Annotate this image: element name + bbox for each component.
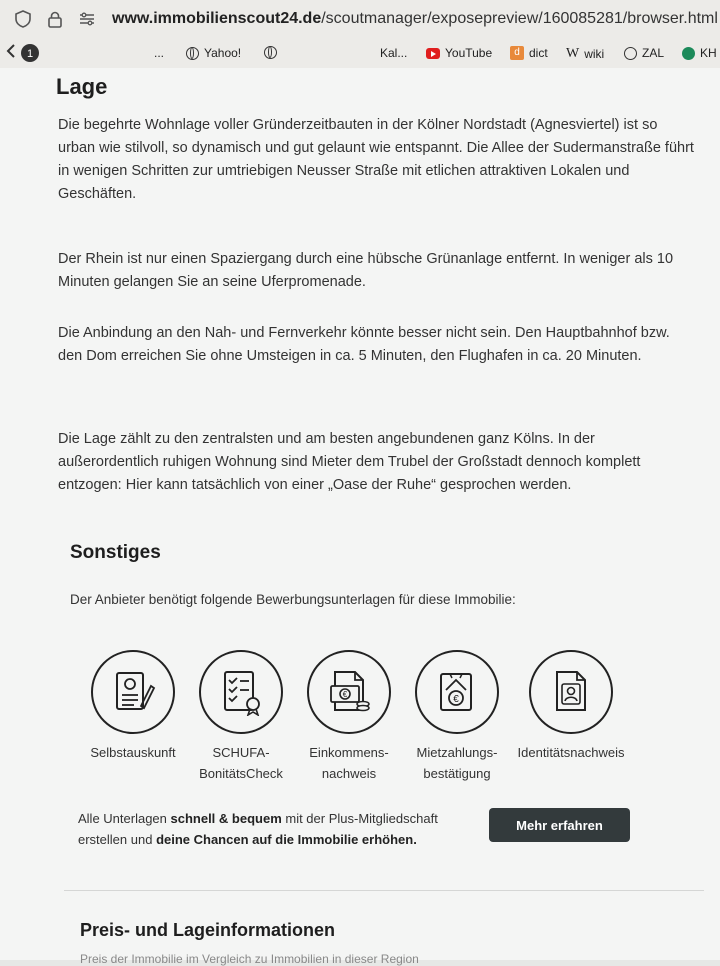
mehr-erfahren-button[interactable]: Mehr erfahren	[489, 808, 630, 842]
selbstauskunft-icon	[91, 650, 175, 734]
document-label-line2: bestätigung	[423, 766, 491, 781]
document-schufa	[186, 650, 296, 784]
preis-intro-cut: Preis der Immobilie im Vergleich zu Immobilien in dieser Region	[80, 952, 419, 966]
url-domain: www.immobilienscout24.de	[112, 10, 322, 27]
bookmark-kal[interactable]	[380, 46, 407, 60]
section-title-sonstiges: Sonstiges	[70, 542, 161, 563]
lage-paragraph: Die Anbindung an den Nah- und Fernverkehr könnte besser nicht sein. Den Hauptbahnhof bzw. den Dom erreichen Sie ohne Umsteigen in ca. 5 Minuten, den Flughafen in ca. 20 Minuten.	[58, 325, 670, 364]
document-label-line2: nachweis	[321, 766, 377, 781]
svg-text:1: 1	[26, 48, 34, 60]
bookmark-more[interactable]	[154, 46, 164, 60]
bookmark-globe[interactable]	[264, 46, 277, 59]
lage-paragraph: Der Rhein ist nur einen Spaziergang durch eine hübsche Grünanlage entfernt. In weniger als 10 Minuten gelangen Sie an seine Uferpromenade.	[58, 251, 674, 290]
url-text[interactable]	[112, 10, 718, 28]
bookmark-kal-label: Kal...	[380, 46, 408, 60]
document-label	[78, 742, 188, 763]
lage-paragraph: Die Lage zählt zu den zentralsten und am besten angebundenen ganz Kölns. In der außerordentlich ruhigen Wohnung sind Mieter dem Trubel der Großstadt dennoch komplett entzogen: Hier kann tatsächlich von einer „Oase der Ruhe“ gesprochen werden.	[58, 431, 641, 493]
bookmark-wiki-label: wiki	[584, 47, 605, 61]
bookmark-zal-label: ZAL	[642, 46, 665, 60]
documents-intro: Der Anbieter benötigt folgende Bewerbungsunterlagen für diese Immobilie:	[70, 592, 516, 607]
bookmark-more-label: ...	[154, 46, 165, 60]
globe-icon	[264, 46, 277, 59]
bookmark-wiki[interactable]	[566, 46, 604, 62]
tab-count-icon[interactable]	[20, 43, 40, 63]
kh-icon	[682, 47, 695, 60]
shield-icon[interactable]	[14, 10, 32, 28]
section-divider	[64, 890, 704, 891]
dict-icon: d	[510, 46, 524, 60]
bookmark-youtube[interactable]	[426, 46, 492, 60]
document-label	[516, 742, 626, 763]
bookmark-yahoo[interactable]	[186, 46, 241, 60]
globe-icon	[624, 47, 637, 60]
einkommen-icon	[307, 650, 391, 734]
bookmark-zal[interactable]	[624, 46, 664, 60]
globe-icon	[186, 47, 199, 60]
document-identitaet	[516, 650, 626, 763]
document-label-line1: Einkommens-	[309, 745, 389, 760]
document-label	[186, 742, 296, 784]
svg-text:€: €	[342, 690, 348, 699]
document-label	[402, 742, 512, 784]
document-label	[294, 742, 404, 784]
wikipedia-icon: W	[566, 46, 580, 61]
bookmark-kh[interactable]	[682, 46, 717, 60]
lage-paragraph: Die begehrte Wohnlage voller Gründerzeitbauten in der Kölner Nordstadt (Agnesviertel) ist so urban wie stilvoll, so dynamisch und gut gelaunt wie entspannt. Die Allee der Sudermanstraße führt in wenigen Schritten zur umtriebigen Neusser Straße mit etlichen attraktiven Lokalen und Geschäften.	[58, 117, 694, 202]
document-selbstauskunft	[78, 650, 188, 763]
document-mietzahlung	[402, 650, 512, 784]
page-settings-icon[interactable]	[78, 10, 96, 28]
bookmark-dict-label: dict	[529, 46, 548, 60]
expose-content	[0, 68, 720, 966]
promo-text: Alle Unterlagen	[78, 811, 171, 826]
document-label-line1: SCHUFA-	[212, 745, 270, 760]
bookmark-yahoo-label: Yahoo!	[204, 46, 242, 60]
document-label-line2: BonitätsCheck	[199, 766, 283, 781]
lock-icon[interactable]	[46, 10, 64, 28]
bookmarks-bar	[0, 38, 720, 68]
document-label-line1: Mietzahlungs-	[416, 745, 498, 760]
bookmark-dict[interactable]	[510, 46, 548, 60]
promo-bold: deine Chancen auf die Immobilie erhöhen.	[156, 832, 417, 847]
section-title-lage: Lage	[56, 74, 108, 99]
mietzahlung-icon	[415, 650, 499, 734]
svg-text:€: €	[453, 694, 459, 705]
back-icon[interactable]	[6, 44, 16, 58]
document-label-line1: Selbstauskunft	[90, 745, 176, 760]
url-path: /scoutmanager/exposepreview/160085281/browser.html	[321, 10, 718, 27]
bookmark-youtube-label: YouTube	[445, 46, 493, 60]
document-einkommen	[294, 650, 404, 784]
bookmark-kh-label: KH	[700, 46, 717, 60]
schufa-icon	[199, 650, 283, 734]
promo-bold: schnell & bequem	[170, 811, 282, 826]
identitaet-icon	[529, 650, 613, 734]
section-title-preis: Preis- und Lageinformationen	[80, 920, 336, 940]
youtube-icon	[426, 48, 440, 59]
document-label-line1: Identitätsnachweis	[517, 745, 625, 760]
plus-membership-promo	[78, 808, 438, 850]
required-documents	[90, 650, 640, 781]
promo-text: mit der Plus-Mitgliedschaft erstellen und	[78, 811, 438, 847]
address-bar[interactable]	[0, 0, 720, 38]
